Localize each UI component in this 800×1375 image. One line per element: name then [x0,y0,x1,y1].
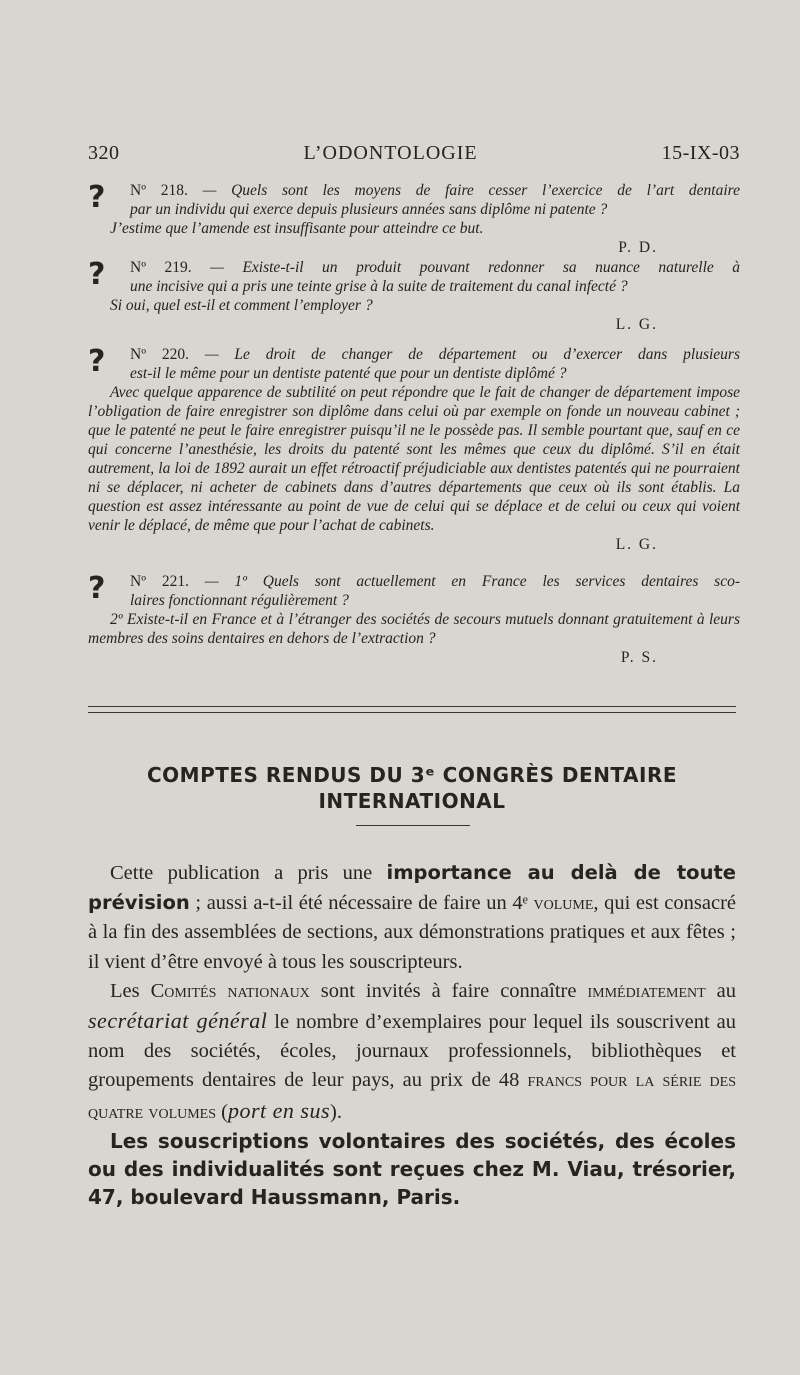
section-title: COMPTES RENDUS DU 3ᵉ CONGRÈS DENTAIRE INTERNATIONAL [146,763,678,813]
question-text: est-il le même pour un dentiste patenté que pour un dentiste diplômé ? [130,365,567,382]
question-mark-icon: ? [88,571,106,606]
signature: P. D. [618,239,658,256]
page-number: 320 [88,142,120,164]
section-divider [88,706,736,707]
question-mark-icon: ? [88,344,106,379]
question-text: une incisive qui a pris une teinte grise à la suite de traitement du canal infecté ? [130,278,628,295]
issue-date: 15-IX-03 [661,142,740,164]
question-218 [88,181,740,257]
question-number: Nº 221. [130,573,189,590]
question-comment: 2º Existe-t-il en France et à l’étranger des sociétés de secours mutuels donnant gratuitement à leurs membres des soins dentaires en dehors de l’extraction ? [88,611,740,647]
announcement-paragraph-1: Cette publication a pris une importance au delà de toute prévision ; aussi a-t-il été nécessaire de faire un 4ᵉ volume, qui est consacré à la fin des assemblées de sections, aux démonstrations pratiques et aux fêtes ; il vient d’être envoyé à tous les souscripteurs. [88,861,737,973]
question-219 [88,258,740,334]
question-number: Nº 220. [130,346,189,363]
question-line: — 1º Quels sont actuellement en France les services dentaires sco- [204,573,740,590]
title-underline [356,825,470,826]
signature: L. G. [615,316,658,333]
question-text: laires fonctionnant régulièrement ? [130,592,349,609]
question-221 [88,572,740,667]
announcement [88,858,736,1211]
signature: P. S. [620,649,658,666]
question-comment: Si oui, quel est-il et comment l’employer ? [110,297,373,314]
signature: L. G. [615,536,658,553]
question-comment: Avec quelque apparence de subtilité on peut répondre que le fait de changer de département impose l’obligation de faire enregistrer son diplôme dans celui où par exemple on fonde un nouveau cabinet ; que le patenté ne peut le faire enregistrer puisqu’il ne le possède pas. Il semble pourtant que, sauf en ce qui concerne l’anesthésie, les droits du patenté sont les mêmes que ceux du diplômé. S’il en était autrement, la loi de 1892 aurait un effet rétroactif préjudiciable aux dentistes patentés qui ne pourraient ni se déplacer, ni acheter de cabinets dans d’autres départements que ceux où ils sont établis. La question est assez intéressante au point de vue de celui qui se déplace et de celui ou ceux qui voient venir le déplacé, de même que pour l’achat de cabinets. [88,384,740,534]
question-number: Nº 219. [130,259,192,276]
question-line: — Le droit de changer de département ou d’exercer dans plusieurs [204,346,740,363]
question-line: — Existe-t-il un produit pouvant redonner sa nuance naturelle à [210,259,741,276]
question-220 [88,345,740,554]
announcement-paragraph-3: Les souscriptions volontaires des sociétés, des écoles ou des individualités sont reçues chez M. Viau, trésorier, 47, boulevard Haussmann, Paris. [88,1128,736,1209]
running-head [88,142,740,165]
question-mark-icon: ? [88,180,106,215]
question-text: par un individu qui exerce depuis plusieurs années sans diplôme ni patente ? [130,201,608,218]
question-line: — Quels sont les moyens de faire cesser l’exercice de l’art dentaire [202,182,740,199]
section-divider-thin [88,712,736,713]
journal-title: L’ODONTOLOGIE [303,142,478,164]
question-mark-icon: ? [88,257,106,292]
announcement-paragraph-2: Les Comités nationaux sont invités à faire connaître immédiatement au secrétariat général le nombre d’exemplaires pour lequel ils souscrivent au nom des sociétés, écoles, journaux professionnels, bibliothèques et groupements dentaires de leur pays, au prix de 48 francs pour la série des quatre volumes (port en sus). [88,979,737,1123]
question-comment: J’estime que l’amende est insuffisante pour atteindre ce but. [110,220,484,237]
question-number: Nº 218. [130,182,188,199]
